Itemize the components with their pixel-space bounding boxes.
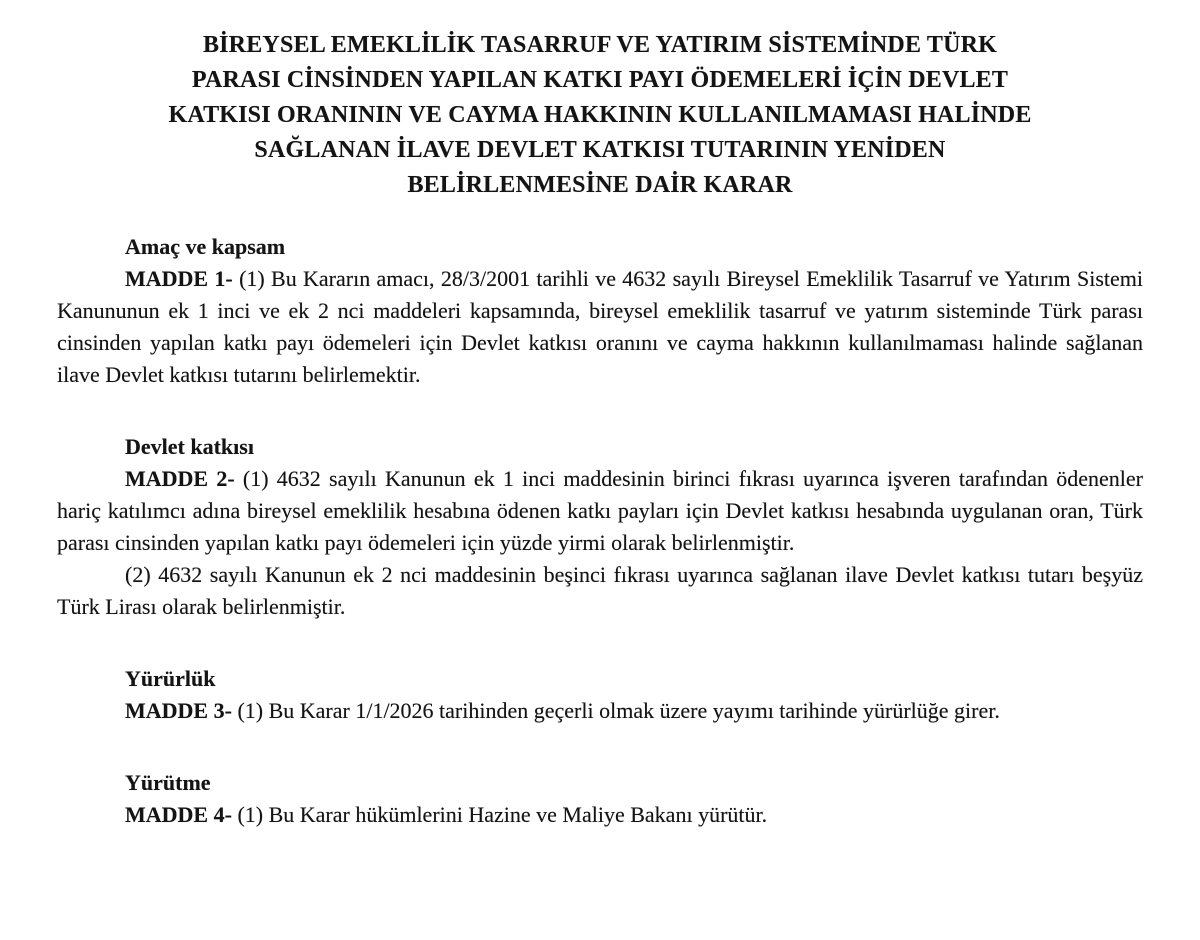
paragraph-text: (1) Bu Kararın amacı, 28/3/2001 tarihli ve 4632 sayılı Bireysel Emeklilik Tasarruf ve Yatırım Sistemi Kanununun ek 1 inci ve ek 2 nci maddeleri kapsamında, bireysel emeklilik tasarruf ve yatırım sisteminde Türk parası cinsinden yapılan katkı payı ödemeleri için Devlet katkısı oranını ve cayma hakkının kullanılmaması halinde sağlanan ilave Devlet katkısı tutarını belirlemektir. bbox=[57, 266, 1143, 387]
section-heading: Devlet katkısı bbox=[125, 434, 254, 459]
title-line-3: KATKISI ORANININ VE CAYMA HAKKININ KULLANILMAMASI HALİNDE bbox=[168, 102, 1032, 128]
section-heading: Yürürlük bbox=[125, 666, 216, 691]
article-number: MADDE 1- bbox=[125, 266, 233, 291]
section-yururluk bbox=[57, 663, 1143, 727]
title-line-1: BİREYSEL EMEKLİLİK TASARRUF VE YATIRIM SİSTEMİNDE TÜRK bbox=[202, 32, 998, 58]
paragraph-madde-4 bbox=[57, 799, 1143, 831]
paragraph-madde-3 bbox=[57, 695, 1143, 727]
article-number: MADDE 3- bbox=[125, 698, 232, 723]
section-heading: Yürütme bbox=[125, 770, 211, 795]
document-title bbox=[57, 28, 1143, 203]
article-number: MADDE 2- bbox=[125, 466, 235, 491]
paragraph-madde-1 bbox=[57, 263, 1143, 391]
section-devlet-katkisi bbox=[57, 431, 1143, 623]
section-heading: Amaç ve kapsam bbox=[125, 234, 286, 259]
title-line-4: SAĞLANAN İLAVE DEVLET KATKISI TUTARININ YENİDEN bbox=[254, 137, 946, 163]
section-amac-ve-kapsam bbox=[57, 231, 1143, 391]
article-number: MADDE 4- bbox=[125, 802, 232, 827]
title-line-5: BELİRLENMESİNE DAİR KARAR bbox=[407, 172, 793, 198]
paragraph-madde-2-f2 bbox=[57, 559, 1143, 623]
title-line-2: PARASI CİNSİNDEN YAPILAN KATKI PAYI ÖDEMELERİ İÇİN DEVLET bbox=[191, 67, 1009, 93]
paragraph-text: (1) Bu Karar hükümlerini Hazine ve Maliye Bakanı yürütür. bbox=[231, 802, 768, 827]
paragraph-text: (2) 4632 sayılı Kanunun ek 2 nci maddesinin beşinci fıkrası uyarınca sağlanan ilave Devlet katkısı tutarı beşyüz Türk Lirası olarak belirlenmiştir. bbox=[57, 562, 1143, 619]
paragraph-text: (1) 4632 sayılı Kanunun ek 1 inci maddesinin birinci fıkrası uyarınca işveren tarafından ödenenler hariç katılımcı adına bireysel emeklilik hesabına ödenen katkı payları için Devlet katkısı hesabında uygulanan oran, Türk parası cinsinden yapılan katkı payı ödemeleri için yüzde yirmi olarak belirlenmiştir. bbox=[57, 466, 1143, 555]
paragraph-text: (1) Bu Karar 1/1/2026 tarihinden geçerli olmak üzere yayımı tarihinde yürürlüğe girer. bbox=[231, 698, 1000, 723]
section-yurutme bbox=[57, 767, 1143, 831]
paragraph-madde-2-f1 bbox=[57, 463, 1143, 559]
